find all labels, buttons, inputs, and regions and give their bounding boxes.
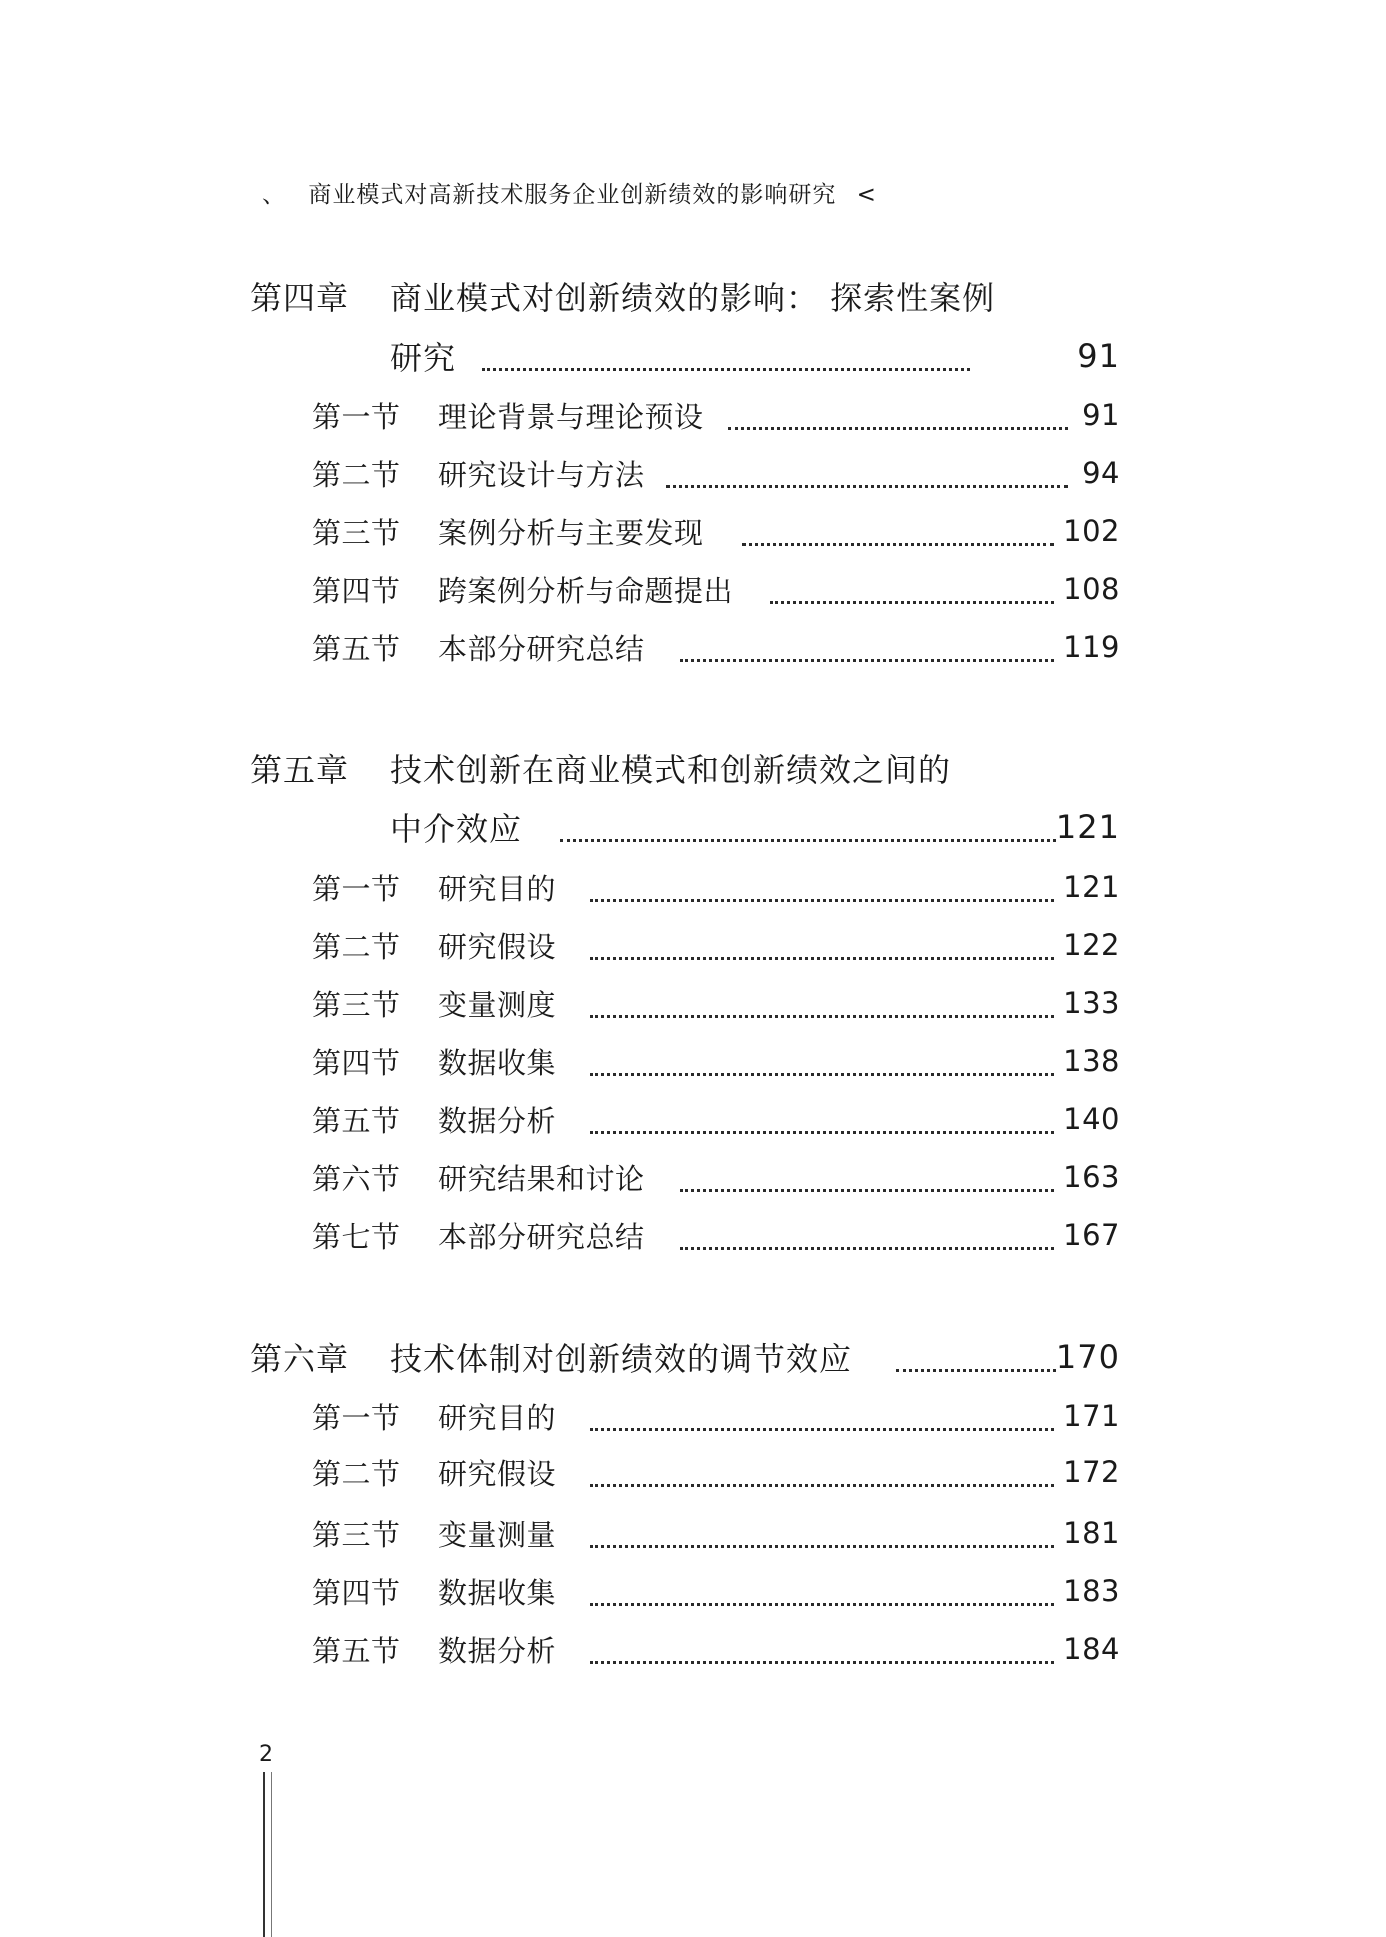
toc-section[interactable] [312,1625,1120,1673]
toc-section[interactable] [312,449,1120,497]
page-number-ref: 172 [1063,1455,1120,1489]
toc-section[interactable] [312,863,1120,911]
toc-section[interactable] [312,623,1120,671]
section-label: 第一节 [312,399,401,434]
toc-section[interactable] [312,1153,1120,1201]
toc-section[interactable] [312,391,1120,439]
toc-section[interactable] [312,1567,1120,1615]
dot-leader [680,1189,1054,1192]
page-number-ref: 102 [1063,514,1120,548]
toc-section[interactable] [312,1095,1120,1143]
margin-rule [263,1772,272,1937]
page-number-ref: 163 [1063,1160,1120,1194]
dot-leader [590,1015,1054,1018]
section-title: 研究目的 [438,871,557,906]
toc-chapter-5-heading[interactable] [250,744,951,792]
section-label: 第五节 [312,1103,401,1138]
toc-section[interactable] [312,1509,1120,1557]
section-title: 本部分研究总结 [438,1219,645,1254]
section-label: 第三节 [312,515,401,550]
page-number-ref: 121 [1055,808,1120,846]
section-title: 研究假设 [438,929,557,964]
page-number-ref: 183 [1063,1574,1120,1608]
dot-leader [590,1484,1054,1487]
folio-page-number: 2 [259,1742,273,1767]
section-label: 第六节 [312,1161,401,1196]
section-title: 研究目的 [438,1400,557,1435]
chapter-title: 技术创新在商业模式和创新绩效之间的 [390,751,952,789]
page-number-ref: 108 [1063,572,1120,606]
dot-leader [742,543,1054,546]
section-title: 研究结果和讨论 [438,1161,645,1196]
page-number-ref: 94 [1082,456,1120,490]
toc-section[interactable] [312,1211,1120,1259]
chapter-label: 第四章 [250,279,350,317]
page-number-ref: 140 [1063,1102,1120,1136]
dot-leader [680,659,1054,662]
toc-section[interactable] [312,979,1120,1027]
toc-section[interactable] [312,921,1120,969]
page-number-ref: 133 [1063,986,1120,1020]
page-number-ref: 184 [1063,1632,1120,1666]
dot-leader [482,368,970,371]
page-number-ref: 138 [1063,1044,1120,1078]
page-number-ref: 91 [1082,398,1120,432]
dot-leader [590,899,1054,902]
dot-leader [680,1247,1054,1250]
toc-section[interactable] [312,507,1120,555]
page-number-ref: 170 [1055,1338,1120,1376]
page-number-ref: 167 [1063,1218,1120,1252]
chapter-label: 第五章 [250,751,350,789]
toc-section[interactable] [312,1392,1120,1440]
section-title: 研究假设 [438,1456,557,1491]
section-label: 第四节 [312,573,401,608]
dot-leader [590,957,1054,960]
chapter-title: 商业模式对创新绩效的影响： 探索性案例 [390,279,996,317]
section-title: 研究设计与方法 [438,457,645,492]
section-title: 理论背景与理论预设 [438,399,704,434]
running-header [262,176,877,209]
chapter-title-continued: 中介效应 [390,810,523,848]
dot-leader [560,839,1056,842]
toc-section[interactable] [312,1448,1120,1496]
section-label: 第五节 [312,1633,401,1668]
section-label: 第五节 [312,631,401,666]
page-number-ref: 181 [1063,1516,1120,1550]
section-label: 第二节 [312,457,401,492]
section-label: 第二节 [312,1456,401,1491]
section-label: 第二节 [312,929,401,964]
toc-chapter-5-entry[interactable] [390,803,1120,851]
toc-section[interactable] [312,1037,1120,1085]
page-number-ref: 91 [1077,337,1120,375]
page-number-ref: 171 [1063,1399,1120,1433]
header-title: 商业模式对高新技术服务企业创新绩效的影响研究 [308,182,837,208]
chapter-label: 第六章 [250,1340,350,1378]
page-number-ref: 119 [1063,630,1120,664]
dot-leader [590,1131,1054,1134]
chapter-title-continued: 研究 [390,339,457,377]
section-title: 数据分析 [438,1103,557,1138]
toc-chapter-4-entry[interactable] [390,332,1120,380]
dot-leader [590,1661,1054,1664]
toc-chapter-6-entry[interactable] [250,1333,1120,1381]
dot-leader [896,1369,1056,1372]
page-number-ref: 122 [1063,928,1120,962]
dot-leader [590,1428,1054,1431]
section-title: 数据收集 [438,1045,557,1080]
dot-leader [770,601,1054,604]
section-title: 数据分析 [438,1633,557,1668]
section-label: 第七节 [312,1219,401,1254]
section-label: 第四节 [312,1045,401,1080]
section-label: 第一节 [312,1400,401,1435]
dot-leader [728,427,1068,430]
section-label: 第三节 [312,987,401,1022]
chapter-title: 技术体制对创新绩效的调节效应 [390,1340,853,1378]
toc-section[interactable] [312,565,1120,613]
section-label: 第一节 [312,871,401,906]
section-title: 数据收集 [438,1575,557,1610]
section-title: 本部分研究总结 [438,631,645,666]
header-left-mark: 、 [262,182,286,208]
section-label: 第四节 [312,1575,401,1610]
section-label: 第三节 [312,1517,401,1552]
section-title: 案例分析与主要发现 [438,515,704,550]
toc-chapter-4-heading[interactable] [250,272,995,320]
dot-leader [590,1545,1054,1548]
section-title: 变量测度 [438,987,557,1022]
section-title: 跨案例分析与命题提出 [438,573,734,608]
dot-leader [590,1603,1054,1606]
dot-leader [666,485,1068,488]
page-number-ref: 121 [1063,870,1120,904]
section-title: 变量测量 [438,1517,557,1552]
dot-leader [590,1073,1054,1076]
header-right-mark: < [856,182,877,208]
